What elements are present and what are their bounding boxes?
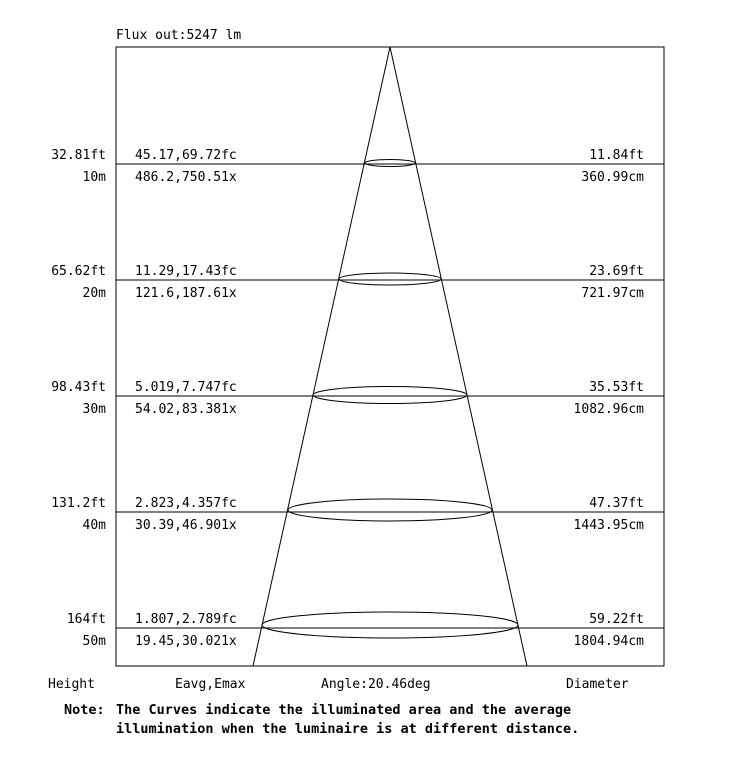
height-m-label: 20m <box>82 286 106 301</box>
illuminance-fc-label: 5.019,7.747fc <box>135 380 237 395</box>
diameter-cm-label: 1804.94cm <box>573 634 644 649</box>
illuminated-area-40m <box>288 499 492 521</box>
diameter-column-label: Diameter <box>566 677 629 692</box>
height-ft-label: 32.81ft <box>51 148 106 163</box>
diameter-cm-label: 360.99cm <box>581 170 644 185</box>
height-ft-label: 65.62ft <box>51 264 106 279</box>
illuminance-fc-label: 1.807,2.789fc <box>135 612 237 627</box>
diameter-ft-label: 11.84ft <box>589 148 644 163</box>
diameter-labels <box>574 148 645 649</box>
height-m-label: 40m <box>82 518 106 533</box>
illuminance-lx-label: 486.2,750.51x <box>135 170 237 185</box>
illuminance-lx-label: 19.45,30.021x <box>135 634 237 649</box>
illuminance-labels <box>135 148 237 649</box>
height-ft-label: 98.43ft <box>51 380 106 395</box>
distance-lines <box>116 164 664 628</box>
note-line-2: illumination when the luminaire is at different distance. <box>116 721 580 737</box>
note-prefix: Note: <box>64 702 105 718</box>
illuminance-lx-label: 54.02,83.381x <box>135 402 237 417</box>
illuminance-fc-label: 2.823,4.357fc <box>135 496 237 511</box>
height-labels <box>51 148 106 649</box>
illuminated-area-curves <box>262 160 518 639</box>
diameter-ft-label: 59.22ft <box>589 612 644 627</box>
height-m-label: 30m <box>82 402 106 417</box>
illuminance-fc-label: 11.29,17.43fc <box>135 264 237 279</box>
illuminated-area-30m <box>313 387 467 404</box>
flux-label: Flux out:5247 lm <box>116 28 242 43</box>
height-ft-label: 164ft <box>66 612 106 627</box>
height-m-label: 50m <box>82 634 106 649</box>
note-line-1: The Curves indicate the illuminated area and the average <box>116 702 572 718</box>
height-m-label: 10m <box>82 170 106 185</box>
illuminated-area-10m <box>365 160 415 167</box>
illuminance-lx-label: 121.6,187.61x <box>135 286 237 301</box>
beam-edge-left <box>253 47 390 666</box>
eavg-emax-column-label: Eavg,Emax <box>175 677 246 692</box>
diameter-cm-label: 721.97cm <box>581 286 644 301</box>
diameter-cm-label: 1443.95cm <box>573 518 644 533</box>
diameter-ft-label: 35.53ft <box>589 380 644 395</box>
beam-edge-right <box>390 47 527 666</box>
illuminated-area-20m <box>339 273 441 285</box>
illuminance-fc-label: 45.17,69.72fc <box>135 148 237 163</box>
diameter-ft-label: 47.37ft <box>589 496 644 511</box>
height-column-label: Height <box>48 677 95 692</box>
diameter-cm-label: 1082.96cm <box>573 402 644 417</box>
beam-angle-label: Angle:20.46deg <box>321 677 431 692</box>
illuminated-area-50m <box>262 612 518 638</box>
diameter-ft-label: 23.69ft <box>589 264 644 279</box>
diagram-frame <box>116 47 664 666</box>
height-ft-label: 131.2ft <box>51 496 106 511</box>
illuminance-lx-label: 30.39,46.901x <box>135 518 237 533</box>
